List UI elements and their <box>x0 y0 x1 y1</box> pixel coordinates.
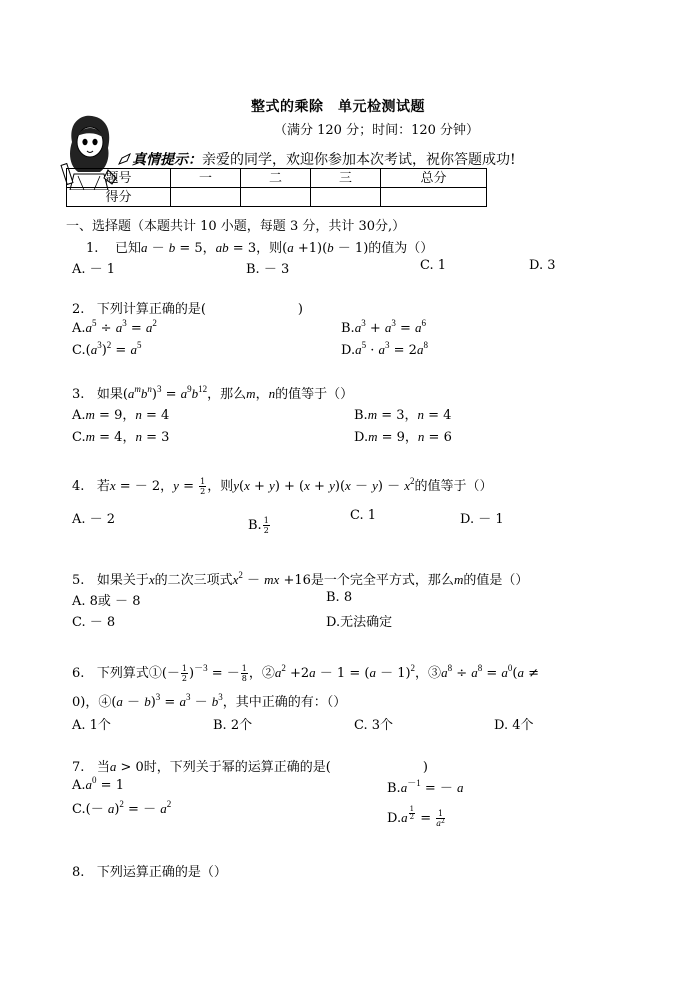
table-header-cell: 一 <box>171 169 241 188</box>
pen-icon <box>118 153 132 165</box>
question-6: 6. 下列算式①(－ $\frac{1}{2}$ )$^{-3}$ = － $\frac{1}{8}$ ，$②a^2 +2a - 1 = (a - 1)^2$，$③a^8 \div a^8 = a^0(a$ ≠ <box>72 663 540 683</box>
option-b[interactable]: B. 2个 <box>213 718 253 733</box>
question-number: 6. <box>72 666 85 681</box>
question-text: 0)，④ <box>72 695 112 710</box>
option-b[interactable]: B. － 3 <box>246 262 290 277</box>
question-text: 下列运算正确的是（） <box>96 865 227 880</box>
question-text: 已知 <box>114 241 141 256</box>
tip-label: 真情提示： <box>132 152 202 168</box>
question-text: 的值为（） <box>368 241 434 256</box>
option-a[interactable]: $A.a^5 \div a^3 = a^2$ <box>72 318 157 336</box>
question-1: 1. 已知a － b = 5，ab = 3，则(a +1)(b － 1)的值为（） <box>86 240 434 256</box>
option-c[interactable]: C. 3个 <box>354 718 394 733</box>
question-text: 的二次三项式 <box>154 573 233 588</box>
question-number: 2. <box>72 302 85 317</box>
option-b[interactable]: $B.a^{-1}$ = － a <box>387 778 464 796</box>
question-number: 5. <box>72 573 85 588</box>
option-b[interactable]: B. $\frac{1}{2}$ <box>248 516 269 535</box>
option-c[interactable]: $C.(a^3)^2 = a^5$ <box>72 340 142 358</box>
question-text: ) <box>297 302 303 317</box>
table-header-cell: 二 <box>241 169 311 188</box>
option-c[interactable]: C. － 8 <box>72 615 116 630</box>
option-c[interactable]: $C.(- a)^2$ = － $a^2$ <box>72 799 172 817</box>
table-row-label: 得分 <box>67 188 171 207</box>
question-text: 下列算式① <box>96 666 162 681</box>
option-d[interactable]: D.a $^{\frac{1}{2}}$ = $\frac{1}{a^2}$ <box>387 805 445 828</box>
option-a[interactable]: A. 1个 <box>72 718 111 733</box>
score-cell[interactable] <box>311 188 381 207</box>
question-text: 的值等于（） <box>275 387 354 402</box>
question-2 <box>72 298 303 317</box>
table-header-cell: 总分 <box>381 169 487 188</box>
question-3: 3. 如果$(a^mb^n)^3 = a^9b^{12}$，那么m，n的值等于（） <box>72 384 354 402</box>
option-c[interactable]: C. 1 <box>350 508 377 523</box>
option-c[interactable]: C.m = 4，n = 3 <box>72 429 170 445</box>
page-subtitle: （满分 120 分；时间：120 分钟） <box>274 123 480 138</box>
question-5: 5. 如果关于x的二次三项式$x^2$ － mx +16是一个完全平方式，那么m的值是（） <box>72 570 529 588</box>
option-a[interactable]: A. － 2 <box>72 512 116 527</box>
option-b[interactable]: $B.a^3 + a^3 = a^6$ <box>341 318 427 336</box>
option-a[interactable]: $A.a^0 = 1$ <box>72 775 124 793</box>
question-text: 当 <box>96 760 110 775</box>
question-number: 4. <box>72 479 85 494</box>
question-text: ，那么 <box>207 387 247 402</box>
score-cell[interactable] <box>381 188 487 207</box>
option-a[interactable]: A. 8或 － 8 <box>72 594 141 609</box>
score-table <box>66 168 487 207</box>
option-b[interactable]: B. 8 <box>326 590 353 605</box>
table-header-cell: 三 <box>311 169 381 188</box>
question-text: 下列计算正确的是( <box>96 302 206 317</box>
question-text: 如果 <box>96 387 123 402</box>
option-d[interactable]: D.无法确定 <box>326 615 393 630</box>
table-row <box>67 169 487 188</box>
question-text: ， <box>202 241 216 256</box>
option-c[interactable]: C. 1 <box>420 258 447 273</box>
question-text: ，则 <box>256 241 283 256</box>
option-a[interactable]: A. － 1 <box>72 262 116 277</box>
option-d[interactable]: D. 4个 <box>494 718 534 733</box>
question-text: 若 <box>96 479 110 494</box>
question-text: ，则 <box>207 479 234 494</box>
table-header-cell: 题号 <box>67 169 171 188</box>
question-text: ) <box>422 760 428 775</box>
section-heading: 一、选择题（本题共计 10 小题，每题 3 分，共计 30分,） <box>66 219 406 234</box>
question-number: 7. <box>72 760 85 775</box>
tip-text: 亲爱的同学，欢迎你参加本次考试，祝你答题成功! <box>202 152 516 168</box>
question-number: 8. <box>72 865 85 880</box>
question-6-cont: 0)，④(a － $b)^3 = a^3 - b^3$，其中正确的有：（） <box>72 692 347 710</box>
table-row <box>67 188 487 207</box>
question-number: 1. <box>86 241 99 256</box>
question-text: 是一个完全平方式，那么 <box>310 573 454 588</box>
question-text: ，其中正确的有：（） <box>222 695 347 710</box>
option-d[interactable]: D.m = 9，n = 6 <box>354 429 452 445</box>
question-4: 4. 若x = － 2，y = $\frac{1}{2}$ ，则$y(x + y) + (x + y)(x - y) - x^2$的值等于（） <box>72 476 493 496</box>
option-d[interactable]: $D.a^5 \cdot a^3 = 2a^8$ <box>341 340 428 358</box>
question-7: 7. 当a > 0时，下列关于幂的运算正确的是( ) <box>72 759 428 775</box>
option-d[interactable]: D. － 1 <box>460 512 504 527</box>
question-text: 时，下列关于幂的运算正确的是( <box>143 760 331 775</box>
score-cell[interactable] <box>171 188 241 207</box>
option-d[interactable]: D. 3 <box>529 258 556 273</box>
score-cell[interactable] <box>241 188 311 207</box>
question-8 <box>72 861 227 880</box>
question-number: 3. <box>72 387 85 402</box>
page-title: 整式的乘除 单元检测试题 <box>251 99 425 115</box>
question-text: 的值等于（） <box>414 479 493 494</box>
question-text: 如果关于 <box>96 573 149 588</box>
option-b[interactable]: B.m = 3，n = 4 <box>354 407 452 423</box>
question-text: 的值是（） <box>463 573 529 588</box>
option-a[interactable]: A.m = 9，n = 4 <box>72 407 170 423</box>
tip-line <box>118 149 516 169</box>
